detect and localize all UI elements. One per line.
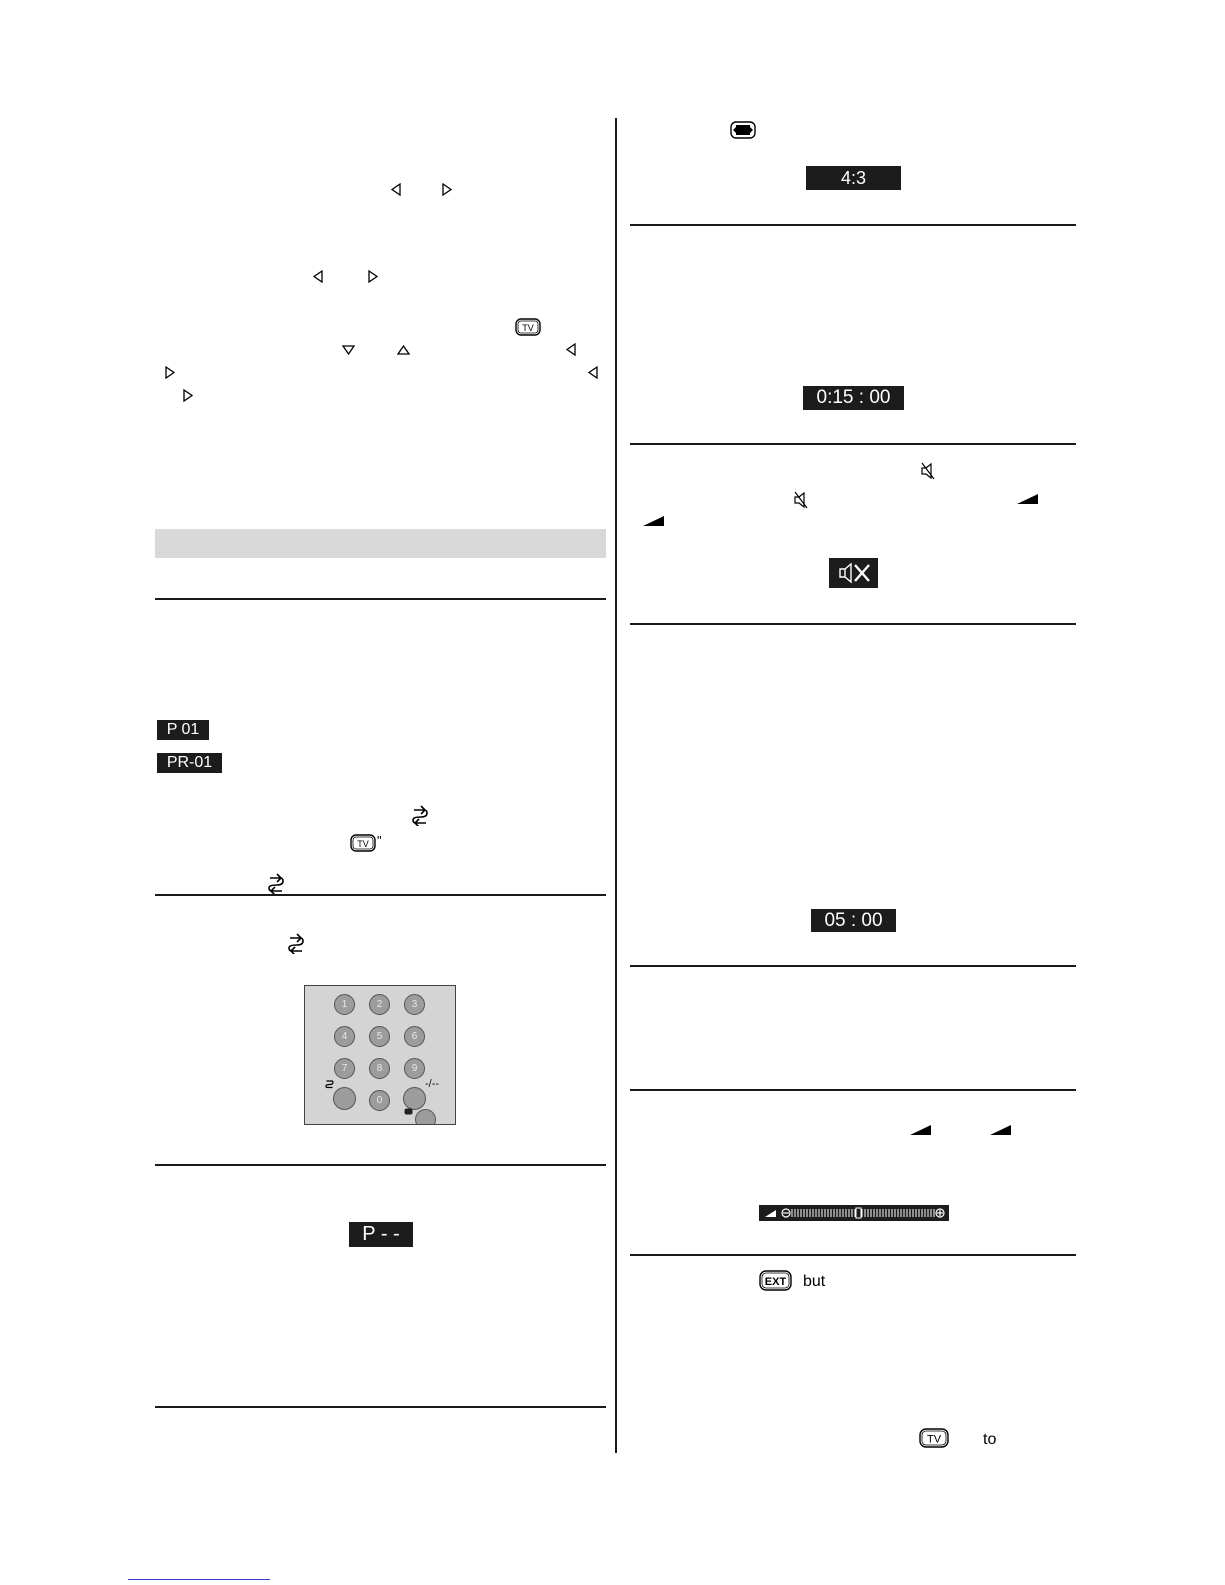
mute-osd <box>829 558 878 588</box>
numpad-dash-key <box>403 1087 426 1110</box>
aspect-ratio-icon <box>730 121 756 139</box>
tv-icon <box>919 1428 949 1448</box>
section-rule <box>630 1254 1076 1256</box>
section-rule <box>155 598 606 600</box>
volume-wedge-icon <box>1017 494 1038 504</box>
mute-icon <box>920 461 936 481</box>
section-rule <box>155 894 606 896</box>
programme-osd-short: P 01 <box>157 720 209 740</box>
swap-icon <box>411 804 429 826</box>
section-rule <box>630 623 1076 625</box>
svg-text:TV: TV <box>357 839 369 849</box>
section-rule <box>630 1089 1076 1091</box>
arrow-left-icon <box>312 270 324 283</box>
numpad-key-6: 6 <box>404 1026 425 1047</box>
arrow-right-icon <box>367 270 379 283</box>
remote-numpad-illustration <box>304 985 456 1125</box>
svg-text:EXT: EXT <box>764 1276 787 1288</box>
arrow-right-icon <box>182 389 194 402</box>
volume-wedge-icon <box>990 1125 1011 1135</box>
programme-entry-osd: P - - <box>349 1222 413 1247</box>
numpad-extra-key <box>415 1109 436 1125</box>
sleep-timer-osd: 0:15 : 00 <box>803 386 904 410</box>
numpad-key-7: 7 <box>334 1058 355 1079</box>
arrow-left-icon <box>587 366 599 379</box>
ext-suffix-text: but <box>803 1273 826 1290</box>
programme-osd-long: PR-01 <box>157 753 222 773</box>
swap-icon <box>267 872 285 894</box>
numpad-key-8: 8 <box>369 1058 390 1079</box>
arrow-right-icon <box>164 366 176 379</box>
swap-icon <box>287 932 305 954</box>
arrow-up-icon <box>397 344 410 356</box>
svg-text:TV: TV <box>522 323 534 333</box>
numpad-key-4: 4 <box>334 1026 355 1047</box>
section-rule <box>630 443 1076 445</box>
arrow-left-icon <box>390 183 402 196</box>
numpad-key-9: 9 <box>404 1058 425 1079</box>
screen-icon <box>404 1108 413 1115</box>
footer-link-underline[interactable] <box>128 1579 270 1580</box>
numpad-key-0: 0 <box>369 1090 390 1111</box>
swap-icon <box>325 1078 334 1089</box>
arrow-left-icon <box>565 343 577 356</box>
volume-wedge-icon <box>910 1125 931 1135</box>
numpad-key-2: 2 <box>369 994 390 1015</box>
numpad-dash-label: -/-- <box>425 1078 440 1090</box>
volume-bar-osd <box>759 1205 949 1221</box>
off-timer-osd: 05 : 00 <box>811 909 896 932</box>
numpad-key-5: 5 <box>369 1026 390 1047</box>
numpad-key-3: 3 <box>404 994 425 1015</box>
section-rule <box>155 1164 606 1166</box>
ext-icon <box>759 1270 792 1291</box>
section-heading-band <box>155 529 606 558</box>
arrow-right-icon <box>441 183 453 196</box>
numpad-swap-key <box>333 1087 356 1110</box>
arrow-down-icon <box>342 344 355 356</box>
quote-mark: " <box>377 833 382 848</box>
section-rule <box>630 224 1076 226</box>
tv-icon <box>350 834 376 852</box>
mute-icon <box>793 490 809 510</box>
aspect-ratio-osd: 4:3 <box>806 166 901 190</box>
column-divider <box>615 118 617 1453</box>
section-rule <box>155 1406 606 1408</box>
volume-wedge-icon <box>643 516 664 526</box>
mute-osd-icon <box>837 562 871 584</box>
svg-text:TV: TV <box>926 1433 942 1446</box>
numpad-key-1: 1 <box>334 994 355 1015</box>
section-rule <box>630 965 1076 967</box>
tv-icon <box>515 318 541 336</box>
tv-suffix-text: to <box>983 1431 997 1448</box>
